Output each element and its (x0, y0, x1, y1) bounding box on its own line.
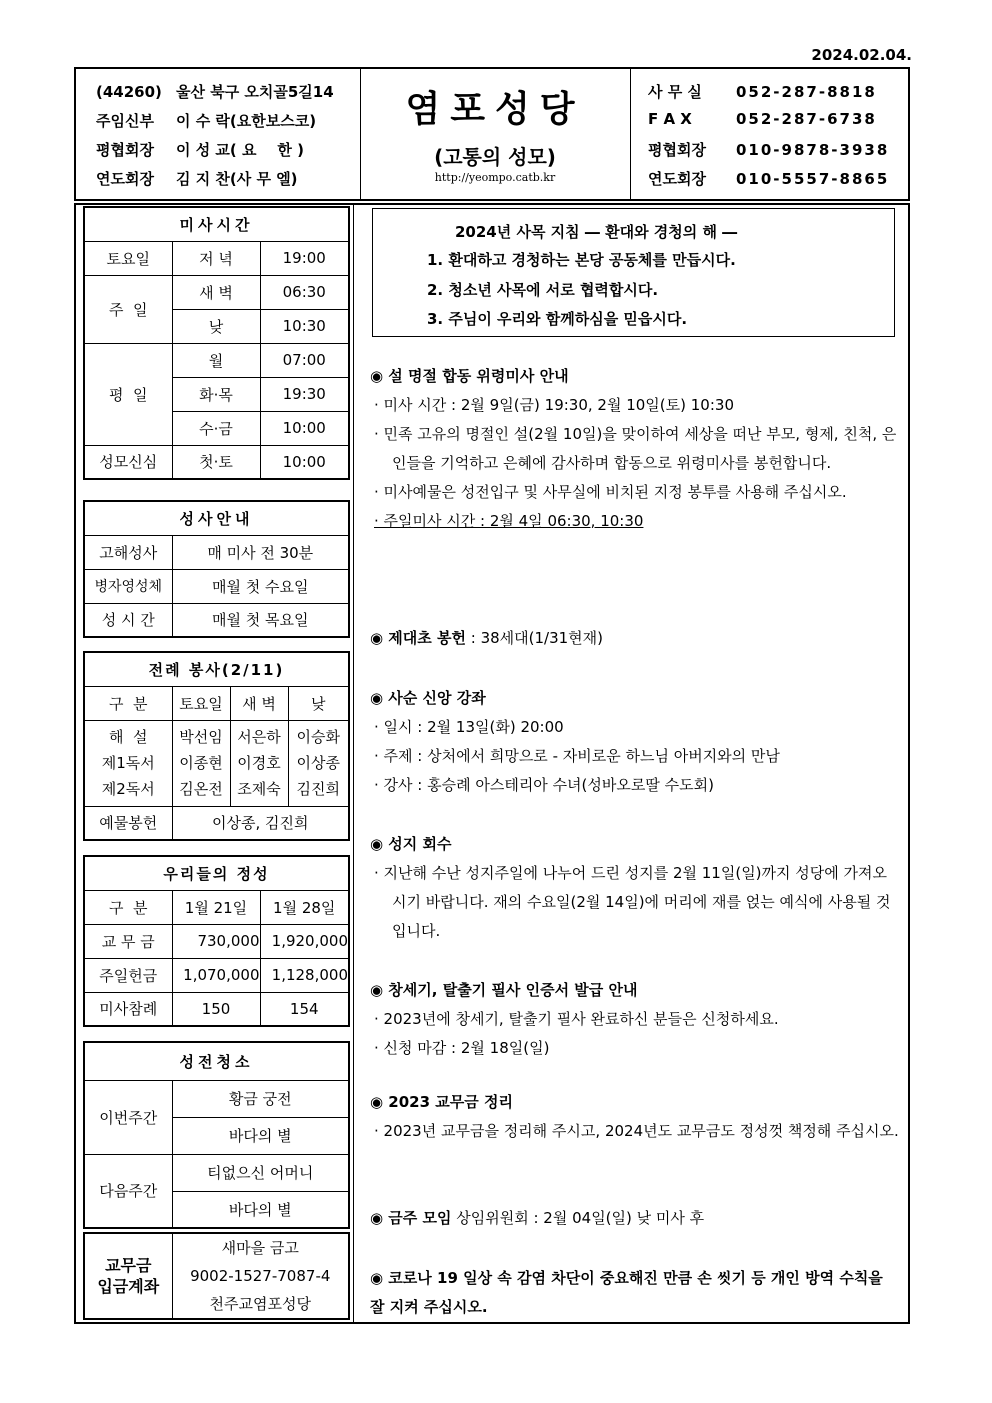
account-number: 9002-1527-7087-4 (190, 1267, 331, 1285)
header-address: (44260) 울산 북구 오치골5길14 (96, 83, 334, 101)
cleaning-title: 성전청소 (84, 1042, 349, 1080)
notice-dues-settlement (370, 1088, 900, 1146)
sacrament-table (83, 500, 350, 638)
liturgy-head: 낮 (288, 686, 349, 720)
header-info (76, 69, 361, 199)
donation-kind: 주일헌금 (84, 958, 172, 992)
notice-palm-collection (370, 830, 900, 946)
donation-amount: 1,128,000 (260, 958, 349, 992)
header (74, 67, 910, 201)
donation-amount: 1,920,000 (260, 924, 349, 958)
offering-names: 이상종, 김진희 (172, 806, 349, 840)
mass-sub: 화·목 (172, 377, 260, 411)
notice-transcription-certificate (370, 976, 900, 1063)
sacrament-name: 병자영성체 (84, 569, 172, 603)
donation-table (83, 855, 350, 1027)
notice-item: · 일시 : 2월 13일(화) 20:00 (374, 718, 564, 736)
mass-day: 주 일 (84, 275, 172, 343)
donation-head: 1월 28일 (260, 890, 349, 924)
mass-time: 10:00 (260, 411, 349, 445)
liturgy-head: 새 벽 (230, 686, 288, 720)
liturgy-title: 전례 봉사(2/11) (84, 652, 349, 686)
mass-sub: 저 녁 (172, 241, 260, 275)
notice-item: · 2023년에 창세기, 탈출기 필사 완료하신 분들은 신청하세요. (374, 1010, 779, 1028)
contact-council: 평협회장 010-9878-3938 (648, 141, 890, 159)
mass-day: 성모신심 (84, 445, 172, 479)
header-council-chair: 평협회장 이 성 교( 요 한 ) (96, 141, 304, 159)
cleaning-group: 바다의 별 (172, 1191, 349, 1228)
account-table (83, 1232, 350, 1320)
notice-title: ◉ 코로나 19 일상 속 감염 차단이 중요해진 만큼 손 씻기 등 개인 방역 수칙을 잘 지켜 주십시오. (370, 1269, 883, 1316)
church-subtitle: (고통의 성모) (434, 145, 556, 169)
mass-time: 07:00 (260, 343, 349, 377)
sacrament-name: 고해성사 (84, 535, 172, 569)
contact-office: 사 무 실 052-287-8818 (648, 83, 877, 101)
liturgy-table (83, 651, 350, 841)
mass-time: 06:30 (260, 275, 349, 309)
church-name: 염포성당 (405, 89, 585, 130)
notice-title: ◉ 2023 교무금 정리 (370, 1093, 513, 1111)
sacrament-name: 성 시 간 (84, 603, 172, 637)
notice-title: ◉ 설 명절 합동 위령미사 안내 (370, 367, 569, 385)
mass-sub: 수·금 (172, 411, 260, 445)
column-divider (353, 203, 354, 1324)
notice-tail: 상임위원회 : 2월 04일(일) 낮 미사 후 (451, 1209, 705, 1227)
notice-item: · 주일미사 시간 : 2월 4일 06:30, 10:30 (374, 512, 644, 530)
offering-label: 예물봉헌 (84, 806, 172, 840)
notice-item: · 미사 시간 : 2월 9일(금) 19:30, 2월 10일(토) 10:30 (374, 396, 734, 414)
notice-item: · 2023년 교무금을 정리해 주시고, 2024년도 교무금도 정성껏 책정해 주십시오. (374, 1122, 899, 1140)
notice-item: · 지난해 수난 성지주일에 나누어 드린 성지를 2월 11일(일)까지 성당에 가져오시기 바랍니다. 재의 수요일(2월 14일)에 머리에 재를 얹는 예식에 사용될 것입니다. (374, 864, 891, 940)
notice-lent-lecture (370, 684, 900, 800)
liturgy-head: 토요일 (172, 686, 230, 720)
liturgy-dawn: 서은하 이경호 조제숙 (230, 720, 288, 806)
mass-time: 10:30 (260, 309, 349, 343)
cleaning-group: 바다의 별 (172, 1117, 349, 1154)
notice-title: ◉ 제대초 봉헌 (370, 629, 466, 647)
donation-amount: 154 (260, 992, 349, 1026)
notice-candle-offering (370, 624, 900, 653)
pastoral-guide-item: 2. 청소년 사목에 서로 협력합시다. (427, 281, 659, 299)
mass-time: 19:30 (260, 377, 349, 411)
sacrament-when: 매월 첫 목요일 (172, 603, 349, 637)
mass-day: 토요일 (84, 241, 172, 275)
liturgy-roles: 해 설 제1독서 제2독서 (84, 720, 172, 806)
notice-covid (370, 1264, 900, 1322)
liturgy-saturday: 박선임 이종현 김온전 (172, 720, 230, 806)
notice-weekly-meeting (370, 1204, 900, 1233)
account-bank: 새마을 금고 (221, 1239, 299, 1257)
notice-tail: : 38세대(1/31현재) (465, 629, 604, 647)
notice-title: ◉ 성지 회수 (370, 835, 452, 853)
account-label: 교무금 입금계좌 (84, 1233, 172, 1319)
mass-times-title: 미사시간 (84, 207, 349, 241)
contact-fax: F A X 052-287-6738 (648, 110, 877, 128)
church-url[interactable]: http://yeompo.catb.kr (434, 171, 556, 184)
cleaning-this-week: 이번주간 (84, 1080, 172, 1154)
sacrament-title: 성사안내 (84, 501, 349, 535)
account-holder: 천주교염포성당 (209, 1295, 311, 1313)
sacrament-when: 매 미사 전 30분 (172, 535, 349, 569)
mass-time: 10:00 (260, 445, 349, 479)
donation-amount: 1,070,000 (172, 958, 260, 992)
donation-head: 1월 21일 (172, 890, 260, 924)
church-title-block (360, 69, 631, 199)
mass-sub: 월 (172, 343, 260, 377)
liturgy-day: 이승화 이상종 김진희 (288, 720, 349, 806)
account-details (172, 1233, 349, 1319)
donation-head: 구 분 (84, 890, 172, 924)
cleaning-group: 티없으신 어머니 (172, 1154, 349, 1191)
donation-amount: 730,000 (172, 924, 260, 958)
contact-prayer: 연도회장 010-5557-8865 (648, 170, 890, 188)
notice-title: ◉ 사순 신앙 강좌 (370, 689, 486, 707)
notice-memorial-mass (370, 362, 900, 536)
sacrament-when: 매월 첫 수요일 (172, 569, 349, 603)
pastoral-guide-title: 2024년 사목 지침 ― 환대와 경청의 해 ― (455, 223, 738, 241)
header-prayer-chair: 연도회장 김 지 찬(사 무 엘) (96, 170, 298, 188)
header-pastor: 주임신부 이 수 락(요한보스코) (96, 112, 317, 130)
notice-item: · 민족 고유의 명절인 설(2월 10일)을 맞이하여 세상을 떠난 부모, 형제, 친척, 은인들을 기억하고 은혜에 감사하며 합동으로 위령미사를 봉헌합니다. (374, 425, 897, 472)
pastoral-guide-item: 3. 주님이 우리와 함께하심을 믿읍시다. (427, 310, 688, 328)
notice-title: ◉ 금주 모임 (370, 1209, 452, 1227)
notice-item: · 강사 : 홍승례 아스테리아 수녀(성바오로딸 수도회) (374, 776, 714, 794)
mass-sub: 첫·토 (172, 445, 260, 479)
liturgy-head: 구 분 (84, 686, 172, 720)
mass-time: 19:00 (260, 241, 349, 275)
notice-title: ◉ 창세기, 탈출기 필사 인증서 발급 안내 (370, 981, 638, 999)
notice-item: · 주제 : 상처에서 희망으로 - 자비로운 하느님 아버지와의 만남 (374, 747, 780, 765)
contacts (632, 69, 908, 199)
pastoral-guide (372, 208, 895, 337)
mass-times-table (83, 206, 350, 480)
notice-item: · 미사예물은 성전입구 및 사무실에 비치된 지정 봉투를 사용해 주십시오. (374, 483, 847, 501)
mass-sub: 새 벽 (172, 275, 260, 309)
cleaning-next-week: 다음주간 (84, 1154, 172, 1228)
donation-title: 우리들의 정성 (84, 856, 349, 890)
cleaning-table (83, 1041, 350, 1229)
donation-amount: 150 (172, 992, 260, 1026)
donation-kind: 교 무 금 (84, 924, 172, 958)
pastoral-guide-item: 1. 환대하고 경청하는 본당 공동체를 만듭시다. (427, 251, 736, 269)
donation-kind: 미사참례 (84, 992, 172, 1026)
cleaning-group: 황금 궁전 (172, 1080, 349, 1117)
mass-day: 평 일 (84, 343, 172, 445)
notice-item: · 신청 마감 : 2월 18일(일) (374, 1039, 550, 1057)
mass-sub: 낮 (172, 309, 260, 343)
issue-date: 2024.02.04. (811, 46, 912, 64)
